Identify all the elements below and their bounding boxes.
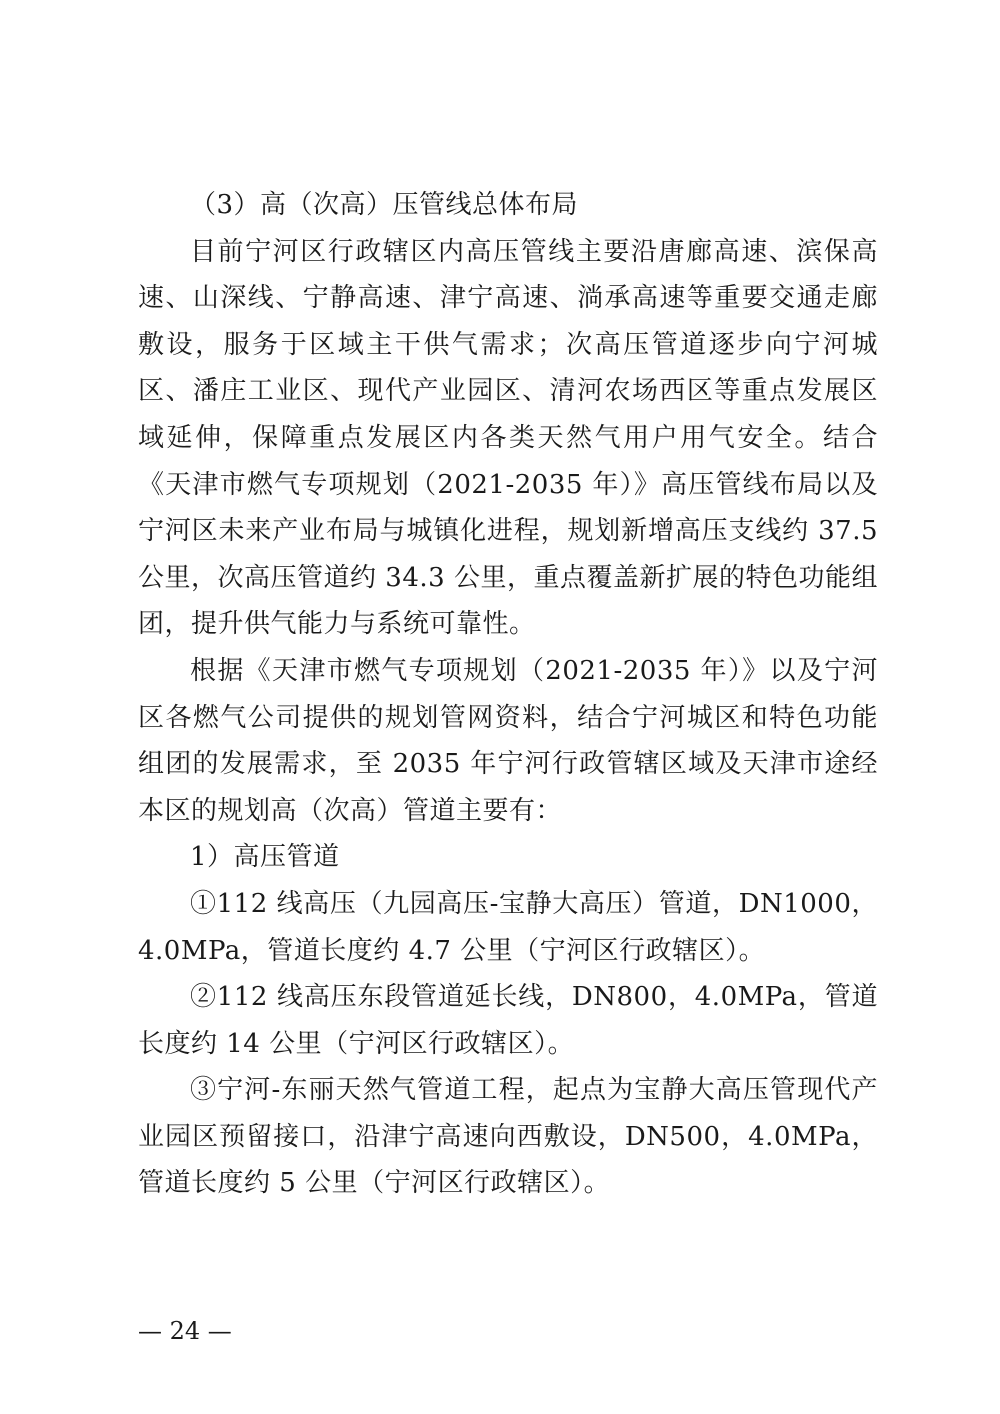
section-heading: （3）高（次高）压管线总体布局 [190,190,579,220]
list-item: ③宁河-东丽天然气管道工程，起点为宝静大高压管现代产业园区预留接口，沿津宁高速向西敷设，DN500，4.0MPa，管道长度约 5 公里（宁河区行政辖区）。 [138,1075,878,1199]
page-number: — 24 — [138,1317,232,1345]
paragraph-pipeline-overview: 目前宁河区行政辖区内高压管线主要沿唐廊高速、滨保高速、山深线、宁静高速、津宁高速、淌承高速等重要交通走廊敷设，服务于区域主干供气需求；次高压管道逐步向宁河城区、潘庄工业区、现代产业园区、清河农场西区等重点发展区域延伸，保障重点发展区内各类天然气用户用气安全。结合《天津市燃气专项规划（2021-2035 年）》高压管线布局以及宁河区未来产业布局与城镇化进程，规划新增高压支线约 37.5 公里，次高压管道约 34.3 公里，重点覆盖新扩展的特色功能组团，提升供气能力与系统可靠性。 [138,236,878,640]
list-item: ①112 线高压（九园高压-宝静大高压）管道，DN1000，4.0MPa，管道长度约 4.7 公里（宁河区行政辖区）。 [138,888,878,966]
list-item: ②112 线高压东段管道延长线，DN800，4.0MPa，管道长度约 14 公里（宁河区行政辖区）。 [138,982,878,1059]
subheading-high-pressure: 1）高压管道 [190,842,340,873]
paragraph-planning-basis: 根据《天津市燃气专项规划（2021-2035 年）》以及宁河区各燃气公司提供的规划管网资料，结合宁河城区和特色功能组团的发展需求，至 2035 年宁河行政管辖区域及天津市途经本区的规划高（次高）管道主要有： [138,655,878,826]
document-body [138,182,878,1207]
